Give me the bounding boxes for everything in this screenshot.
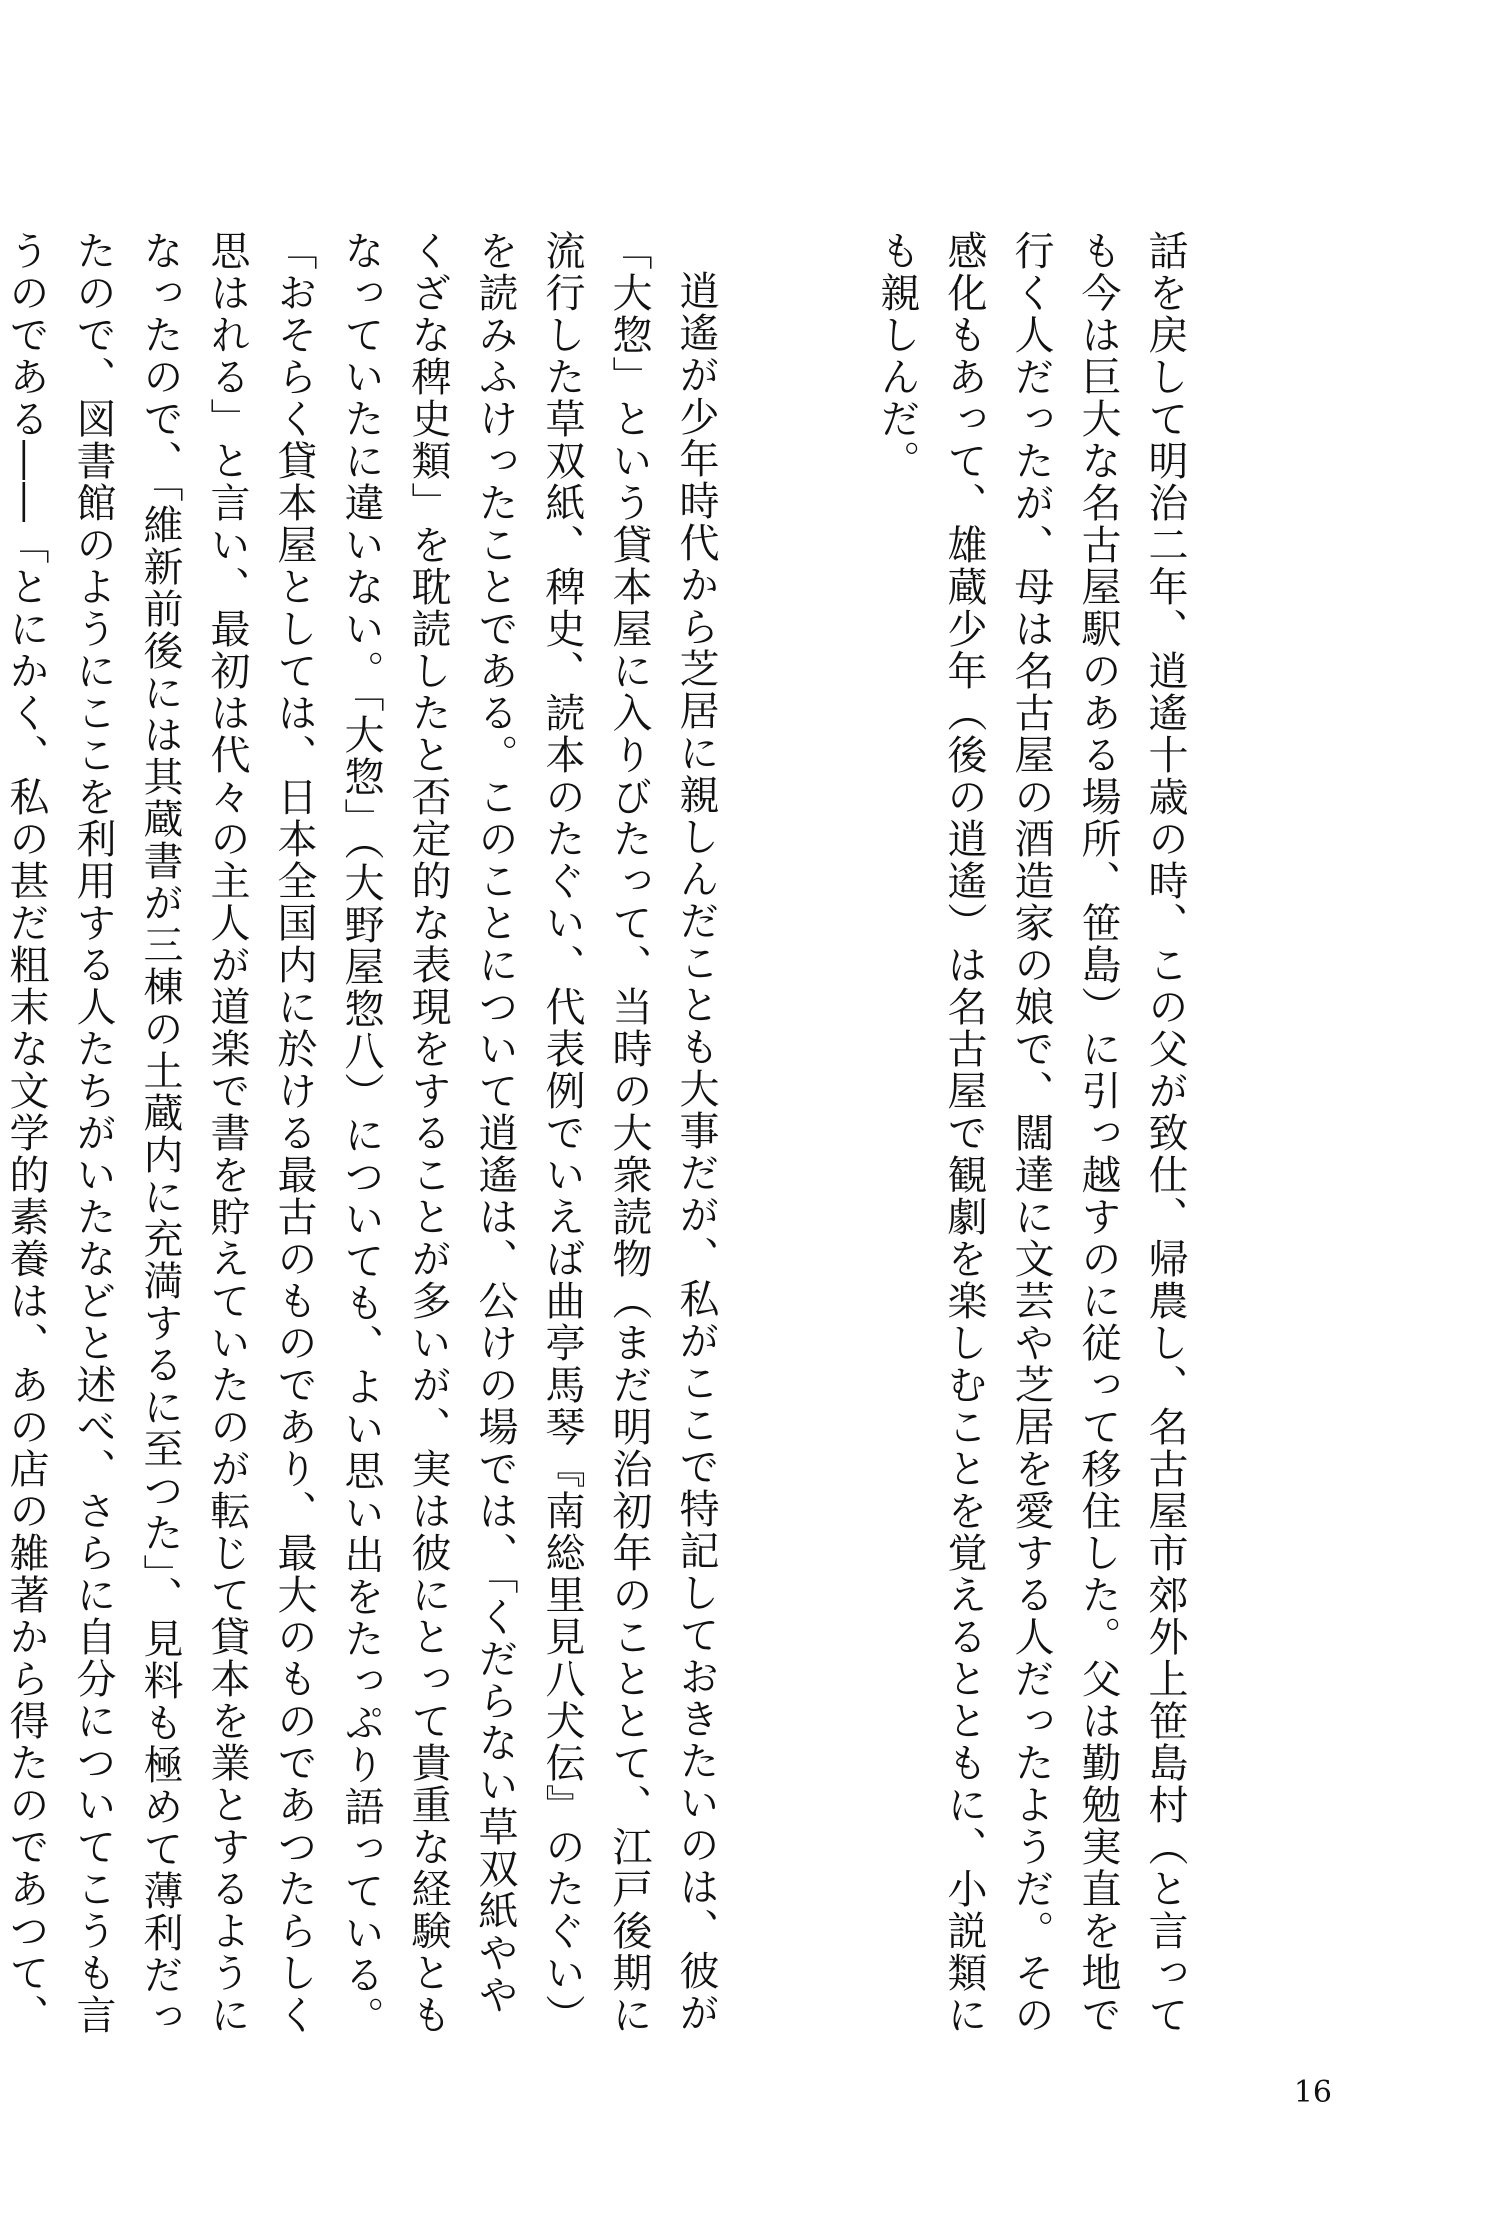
page-number: 16 xyxy=(1293,2075,1332,2110)
paragraph-1: 話を戻して明治二年、逍遙十歳の時、この父が致仕、帰農し、名古屋市郊外上笹島村（と言っても今は巨大な名古屋駅のある場所、笹島）に引っ越すのに従って移住した。父は勤勉実直を地で行く人だったが、母は名古屋の酒造家の娘で、闊達に文芸や芝居を愛する人だったようだ。その感化もあって、雄蔵少年（後の逍遙）は名古屋で観劇を楽しむことを覚えるとともに、小説類にも親しんだ。 xyxy=(874,230,1188,2036)
vertical-text-body xyxy=(0,230,1332,2050)
paragraph-2: 逍遙が少年時代から芝居に親しんだことも大事だが、私がここで特記しておきたいのは、彼が「大惣」という貸本屋に入りびたって、当時の大衆読物（まだ明治初年のこととて、江戸後期に流行した草双紙、稗史、読本のたぐい、代表例でいえば曲亭馬琴『南総里見八犬伝』のたぐい）を読みふけったことである。このことについて逍遙は、公けの場では、「くだらない草双紙ややくざな稗史類」を耽読したと否定的な表現をすることが多いが、実は彼にとって貴重な経験ともなっていたに違いない。「大惣」（大野屋惣八）についても、よい思い出をたっぷり語っている。「おそらく貸本屋としては、日本全国内に於ける最古のものであり、最大のものであつたらしく思はれる」と言い、最初は代々の主人が道楽で書を貯えていたのが転じて貸本を業とするようになったので、「維新前後には其蔵書が三棟の土蔵内に充満するに至つた」、見料も極めて薄利だったので、図書館のようにここを利用する人たちがいたなどと述べ、さらに自分についてこうも言うのである――「とにかく、私の甚だ粗末な文学的素養は、あの店の雑著から得たのであつて、 xyxy=(3,230,719,2038)
